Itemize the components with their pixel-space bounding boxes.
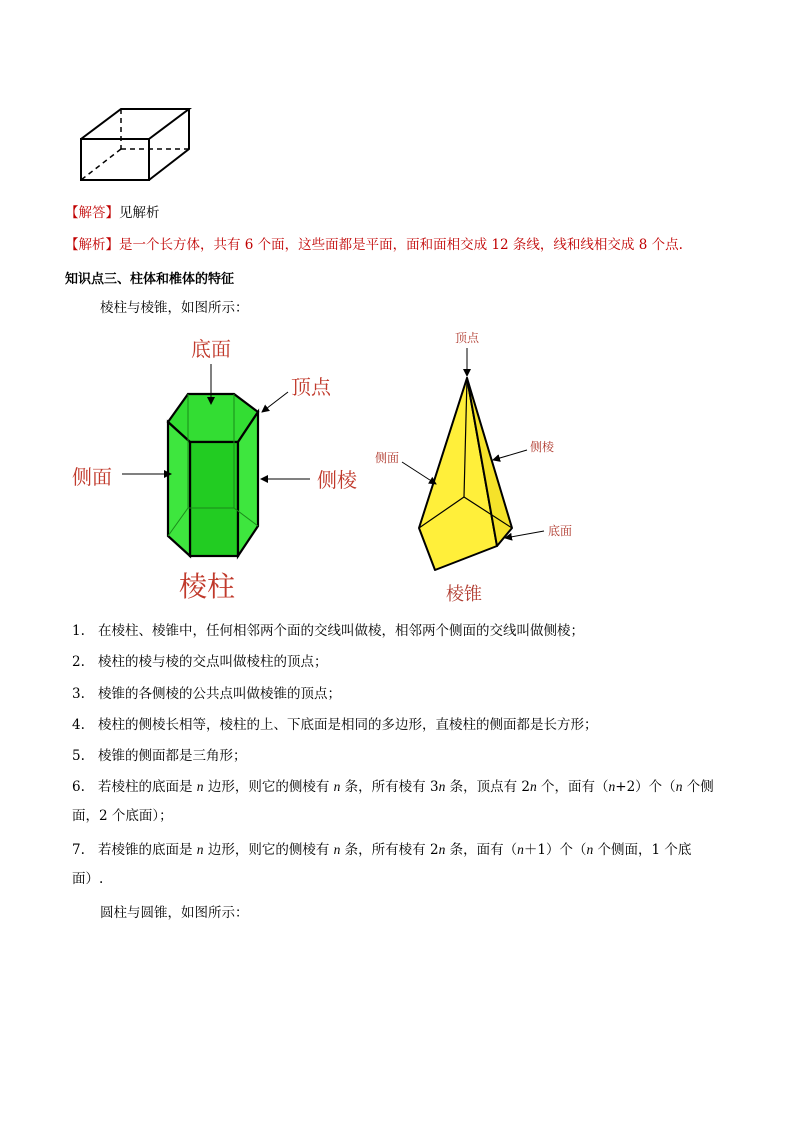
analysis-text: 是一个长方体，共有 6 个面，这些面都是平面，面和面相交成 12 条线，线和线相交成 8 个点. [119, 237, 683, 253]
prism-vertex-label: 顶点 [291, 375, 331, 399]
fact-item-6: 6. 若棱柱的底面是 n 边形，则它的侧棱有 n 条，所有棱有 3n 条，顶点有 2n 个，面有（n+2）个（n 个侧 [72, 779, 714, 795]
pyramid-figure [370, 326, 600, 611]
closing-line: 圆柱与圆锥，如图所示： [100, 905, 249, 921]
fact-item-5: 5. 棱锥的侧面都是三角形； [72, 748, 247, 764]
section-intro: 棱柱与棱锥，如图所示： [100, 300, 249, 316]
fact-item-4: 4. 棱柱的侧棱长相等，棱柱的上、下底面是相同的多边形，直棱柱的侧面都是长方形； [72, 717, 598, 733]
analysis-line [65, 235, 683, 255]
section-heading: 知识点三、柱体和椎体的特征 [65, 272, 235, 287]
fact-item-1: 1. 在棱柱、棱锥中，任何相邻两个面的交线叫做棱，相邻两个侧面的交线叫做侧棱； [72, 623, 584, 639]
fact-item-6-continued: 面，2 个底面）； [72, 808, 173, 824]
prism-top-label: 底面 [191, 337, 231, 361]
pyramid-vertex-label: 顶点 [455, 331, 480, 345]
analysis-bracket: 【解析】 [65, 237, 119, 253]
answer-text: 见解析 [119, 205, 160, 221]
answer-bracket: 【解答】 [65, 205, 119, 221]
fact-item-7: 7. 若棱锥的底面是 n 边形，则它的侧棱有 n 条，所有棱有 2n 条，面有（n＋1）个（n 个侧面，1 个底 [72, 842, 692, 858]
pyramid-side-label: 侧面 [375, 451, 400, 465]
prism-figure [60, 332, 380, 612]
prism-side-label: 侧面 [72, 465, 112, 489]
prism-caption: 棱柱 [179, 570, 236, 603]
answer-line [65, 203, 160, 223]
fact-item-7-continued: 面）. [72, 871, 104, 887]
pyramid-base-label: 底面 [548, 524, 573, 538]
fact-item-2: 2. 棱柱的棱与棱的交点叫做棱柱的顶点； [72, 654, 328, 670]
pyramid-edge-label: 侧棱 [530, 440, 555, 454]
fact-item-3: 3. 棱锥的各侧棱的公共点叫做棱锥的顶点； [72, 686, 341, 702]
cuboid-figure [76, 104, 196, 186]
pyramid-caption: 棱锥 [446, 584, 482, 605]
prism-edge-label: 侧棱 [317, 468, 357, 492]
